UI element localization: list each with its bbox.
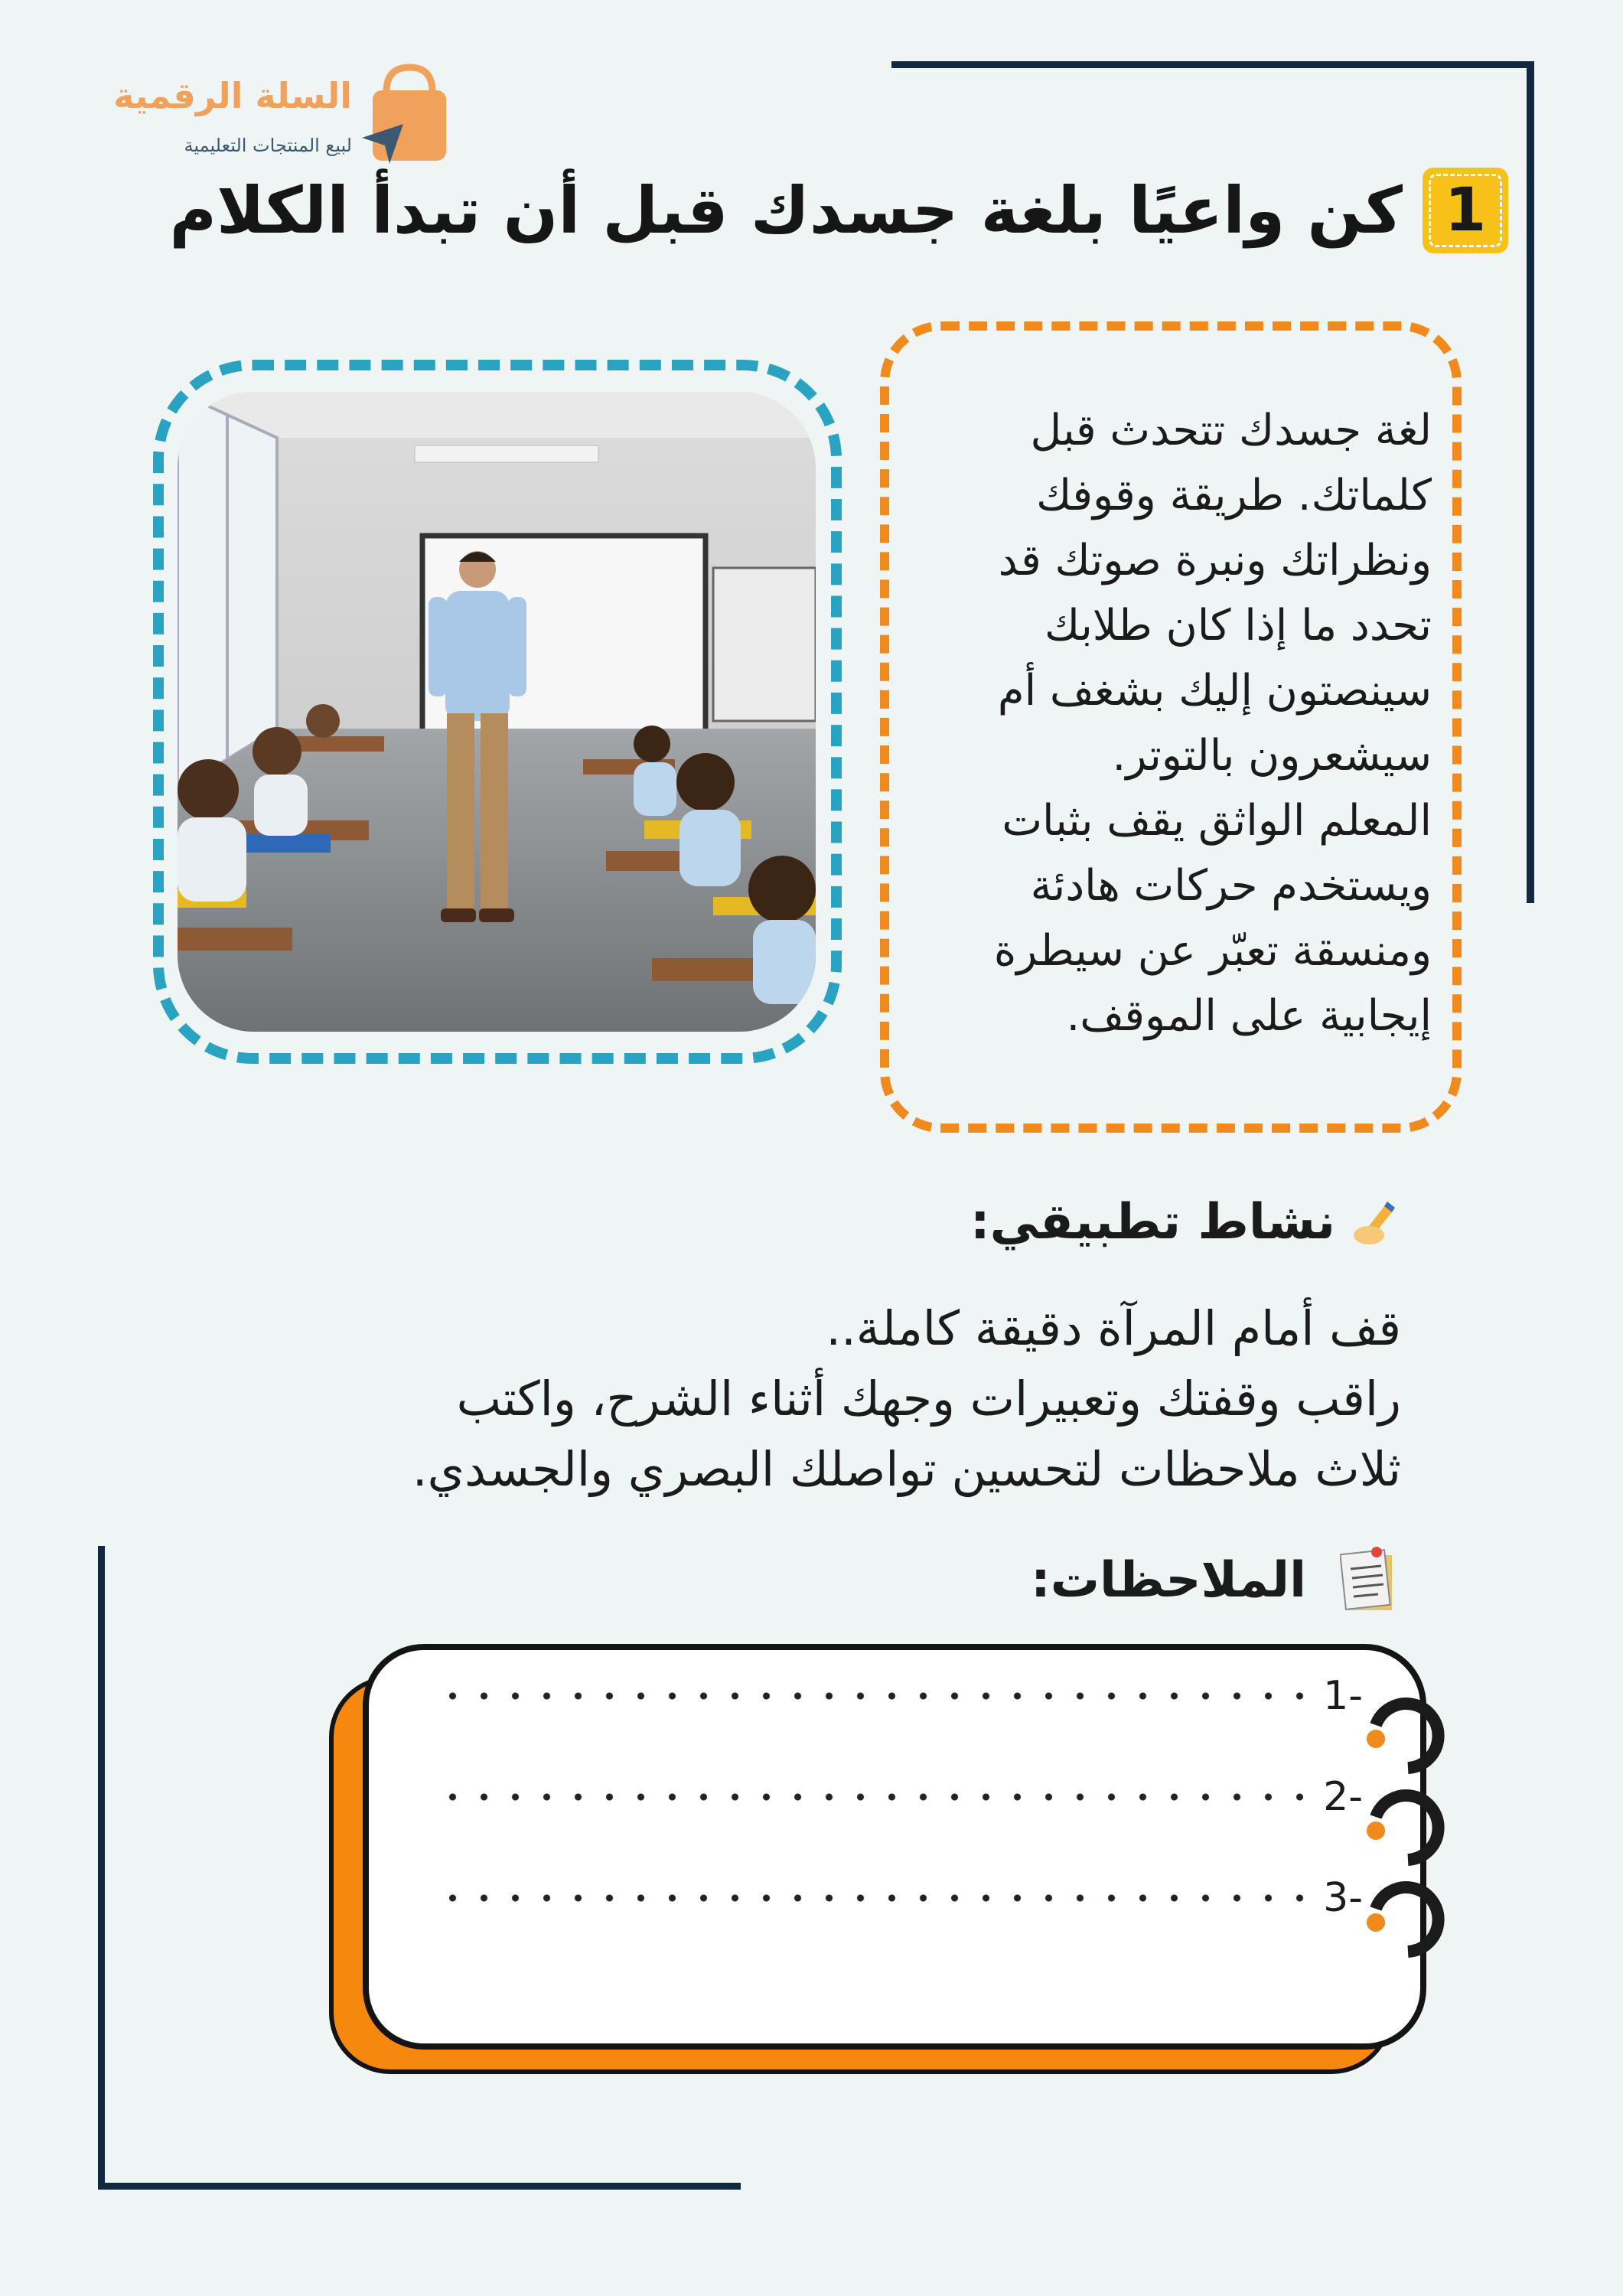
frame-right-line [1527,61,1534,903]
notes-title: الملاحظات: [1031,1552,1306,1609]
title-text: كن واعيًا بلغة جسدك قبل أن تبدأ الكلام [169,173,1403,248]
section-number: 1 [1444,176,1487,245]
note-line-2[interactable] [428,1774,1363,1820]
activity-text: قف أمام المرآة دقيقة كاملة.. راقب وقفتك وتعبيرات وجهك أثناء الشرح، واكتب ثلاث ملاحظات لتحسين تواصلك البصري والجسدي. [412,1300,1401,1497]
frame-top-line [891,61,1534,68]
activity-title: نشاط تطبيقي: [970,1194,1335,1251]
logo-tagline: لبيع المنتجات التعليمية [184,135,352,156]
classroom-photo [178,392,816,1032]
note-number: -3 [1323,1875,1363,1921]
notepad-icon [1340,1546,1401,1615]
shopping-bag-icon [356,61,455,168]
logo [113,61,455,176]
writing-hand-icon [1351,1197,1401,1247]
page-title [169,161,1508,260]
frame-bottom-line [98,2183,741,2190]
section-number-badge [1423,168,1508,253]
note-line-1[interactable] [428,1673,1363,1719]
binder-ring-icon [1362,1684,1454,1776]
note-line-3[interactable] [428,1875,1363,1921]
activity-heading [970,1194,1401,1251]
frame-left-line [98,1546,105,2189]
dotted-line [428,1691,1315,1701]
notes-heading [1031,1546,1401,1615]
note-number: -1 [1323,1673,1363,1719]
classroom-illustration [178,392,816,1032]
logo-name: السلة الرقمية [113,75,352,116]
dotted-line [428,1893,1315,1903]
dotted-line [428,1792,1315,1802]
binder-ring-icon [1362,1776,1454,1867]
note-number: -2 [1323,1774,1363,1820]
body-text: لغة جسدك تتحدث قبل كلماتك. طريقة وقوفك ونظراتك ونبرة صوتك قد تحدد ما إذا كان طلابك سينصتون إليك بشغف أم سيشعرون بالتوتر. المعلم الواثق يقف بثبات ويستخدم حركات هادئة ومنسقة تعبّر عن سيطرة إيجابية على الموقف. [993,406,1432,1041]
binder-ring-icon [1362,1867,1454,1959]
